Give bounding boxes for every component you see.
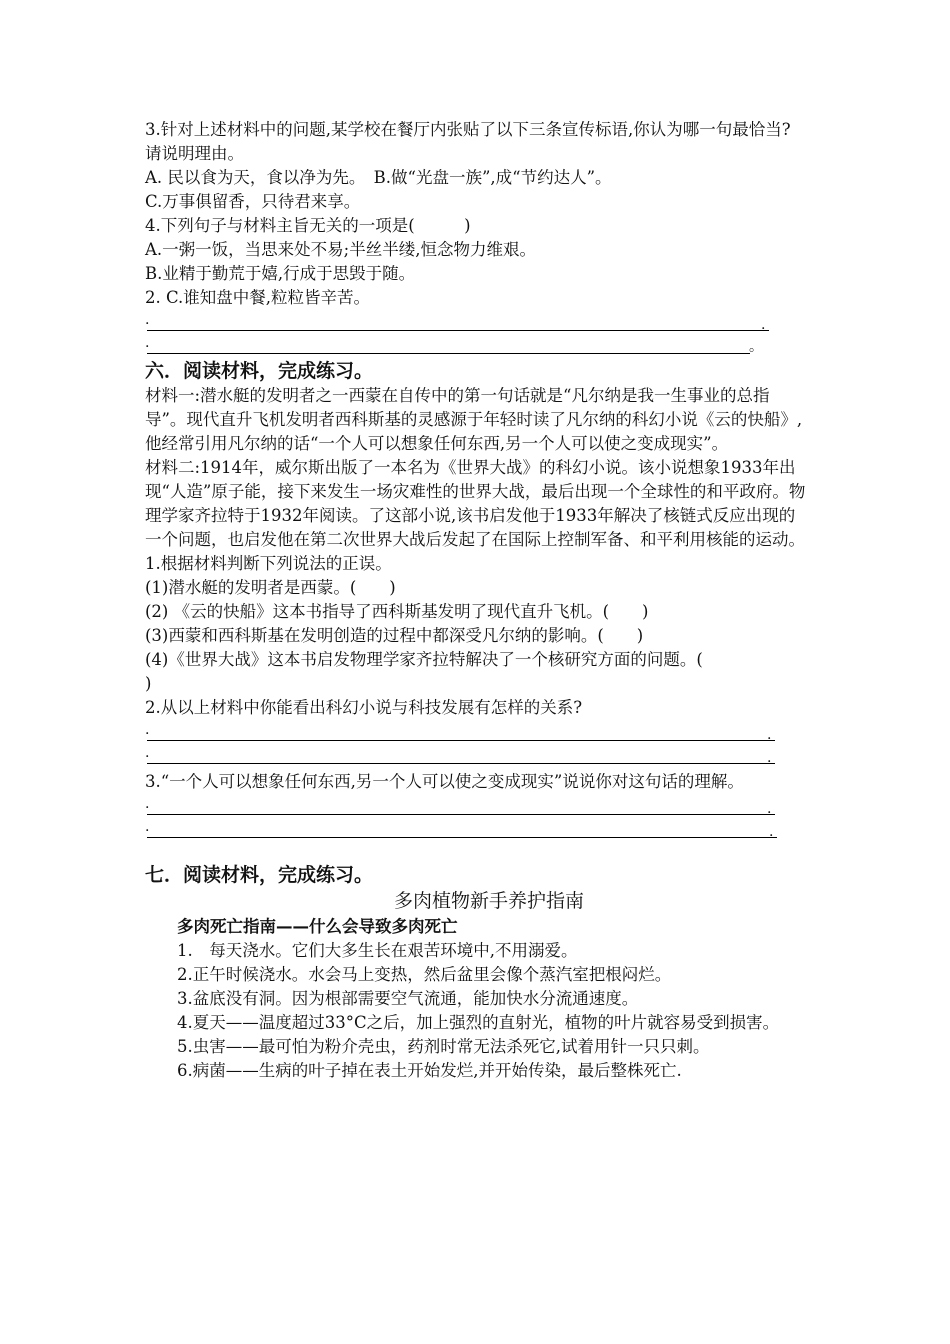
answer-line[interactable] (145, 333, 813, 356)
answer-line[interactable] (145, 794, 813, 817)
worksheet-content (145, 118, 813, 1083)
answer-line[interactable] (145, 743, 813, 766)
answer-rule (147, 353, 750, 354)
s5-q4-option-a: A.一粥一饭，当思来处不易;半丝半缕,恒念物力维艰。 (145, 240, 536, 259)
s7-article-title: 多肉植物新手养护指南 (393, 890, 584, 912)
answer-rule (147, 740, 775, 741)
s6-q1-item-4-close: ) (145, 674, 152, 693)
s7-list-item: 1. 每天浇水。它们大多生长在艰苦环境中,不用溺爱。 (177, 941, 578, 960)
answer-dot: . (145, 722, 150, 738)
s6-q1-item-3: (3)西蒙和西科斯基在发明创造的过程中都深受凡尔纳的影响。( ) (145, 626, 644, 645)
answer-dot-end: . (761, 317, 766, 333)
s7-list-item: 5.虫害——最可怕为粉介壳虫，药剂时常无法杀死它,试着用针一只只刺。 (177, 1037, 710, 1056)
s6-question-2: 2.从以上材料中你能看出科幻小说与科技发展有怎样的关系? (145, 698, 583, 717)
s7-list-item: 3.盆底没有洞。因为根部需要空气流通，能加快水分流通速度。 (177, 989, 639, 1008)
answer-period-end: 。 (749, 339, 763, 355)
s6-material-1: 材料一:潜水艇的发明者之一西蒙在自传中的第一句话就是“凡尔纳是我一生事业的总指导”。现代直升飞机发明者西科斯基的灵感源于年轻时读了凡尔纳的科幻小说《云的快船》,他经常引用凡尔纳的话“一个人可以想象任何东西,另一个人可以使之变成现实”。 (145, 386, 803, 453)
s6-q1-item-1: (1)潜水艇的发明者是西蒙。( ) (145, 578, 396, 597)
answer-dot: . (145, 335, 150, 351)
section-spacer (145, 840, 813, 860)
s6-material-2: 材料二:1914年，威尔斯出版了一本名为《世界大战》的科幻小说。该小说想象1933年出现“人造”原子能，接下来发生一场灾难性的世界大战，最后出现一个全球性的和平政府。物理学家齐拉特于1932年阅读。了这部小说,该书启发他于1933年解决了核链式反应出现的一个问题，也启发他在第二次世界大战后发起了在国际上控制军备、和平利用核能的运动。 (145, 458, 806, 549)
answer-rule (147, 837, 777, 838)
answer-rule (147, 814, 775, 815)
s7-list-item: 2.正午时候浇水。水会马上变热，然后盆里会像个蒸汽室把根闷烂。 (177, 965, 672, 984)
answer-dot: . (145, 312, 150, 328)
section-6-heading: 六．阅读材料，完成练习。 (145, 360, 374, 382)
s7-subtitle: 多肉死亡指南——什么会导致多肉死亡 (177, 917, 458, 936)
s6-question-3: 3.“一个人可以想象任何东西,另一个人可以使之变成现实”说说你对这句话的理解。 (145, 772, 744, 791)
answer-dot: . (145, 745, 150, 761)
answer-dot: . (145, 819, 150, 835)
s5-q3-option-c: C.万事俱留香，只待君来享。 (145, 192, 361, 211)
answer-dot: . (145, 796, 150, 812)
s5-q3-options-ab: A. 民以食为天，食以净为先。 B.做“光盘一族”,成“节约达人”。 (145, 168, 612, 187)
answer-dot-end: . (767, 727, 772, 743)
s5-question-3: 3.针对上述材料中的问题,某学校在餐厅内张贴了以下三条宣传标语,你认为哪一句最恰当?请说明理由。 (145, 120, 791, 163)
answer-line[interactable] (145, 817, 813, 840)
answer-line[interactable] (145, 720, 813, 743)
s5-question-4: 4.下列句子与材料主旨无关的一项是( ) (145, 216, 471, 235)
answer-rule (147, 763, 775, 764)
s7-list-item: 4.夏天——温度超过33°C之后，加上强烈的直射光，植物的叶片就容易受到损害。 (177, 1013, 780, 1032)
section-7-heading: 七．阅读材料，完成练习。 (145, 864, 374, 886)
answer-rule (147, 330, 769, 331)
answer-dot-end: . (767, 801, 772, 817)
s5-q4-option-c: 2. C.谁知盘中餐,粒粒皆辛苦。 (145, 288, 371, 307)
s5-q4-option-b: B.业精于勤荒于嬉,行成于思毁于随。 (145, 264, 416, 283)
answer-dot-end: . (767, 750, 772, 766)
s6-q1-item-4: (4)《世界大战》这本书启发物理学家齐拉特解决了一个核研究方面的问题。( (145, 650, 703, 669)
answer-dot-end: . (769, 824, 774, 840)
s6-question-1: 1.根据材料判断下列说法的正误。 (145, 554, 392, 573)
answer-line[interactable] (145, 310, 813, 333)
s7-list-item: 6.病菌——生病的叶子掉在表土开始发烂,并开始传染，最后整株死亡. (177, 1061, 682, 1080)
s6-q1-item-2: (2) 《云的快船》这本书指导了西科斯基发明了现代直升飞机。( ) (145, 602, 649, 621)
